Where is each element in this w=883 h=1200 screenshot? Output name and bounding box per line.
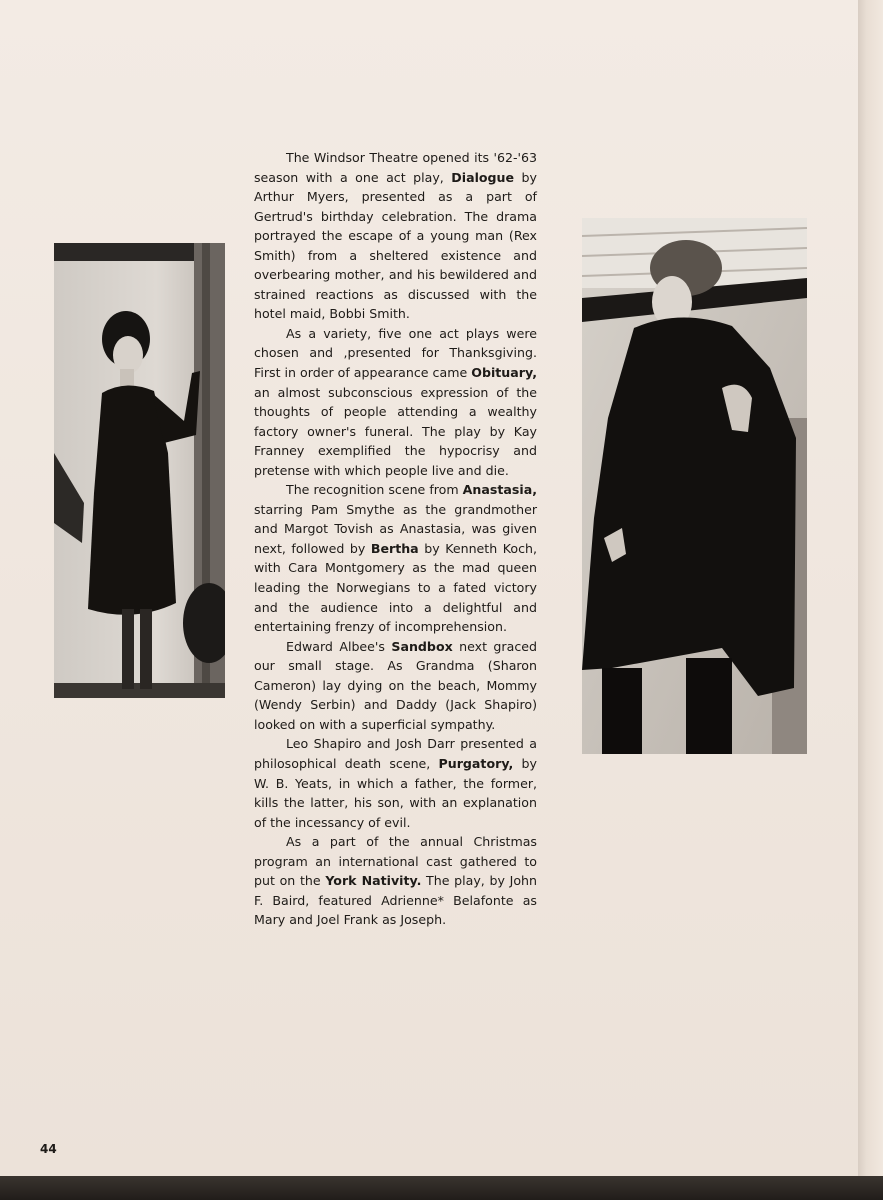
article-body: [254, 148, 537, 930]
photo-young-man-in-cape-icon: [582, 218, 807, 754]
page-number: 44: [40, 1142, 57, 1156]
paragraph-anastasia: The recognition scene from Anastasia, starring Pam Smythe as the grandmother and Margot Tovish as Anastasia, was given next, followed by Bertha by Kenneth Koch, with Cara Montgomery as the mad queen leading the Norwegians to a fated victory and the audience into a delightful and entertaining frenzy of incomprehension.: [254, 482, 537, 635]
paragraph-purgatory: Leo Shapiro and Josh Darr presented a philosophical death scene, Purgatory, by W. B. Yeats, in which a father, the former, kills the latter, his son, with an explanation of the incessancy of evil.: [254, 736, 537, 830]
page-edge: [858, 0, 883, 1176]
play-title: Obituary,: [471, 365, 537, 381]
play-title: Purgatory,: [438, 755, 514, 771]
play-title: York Nativity.: [325, 873, 422, 889]
binding-shadow: [0, 1176, 883, 1200]
paragraph-dialogue: The Windsor Theatre opened its '62-'63 season with a one act play, Dialogue by Arthur Myers, presented as a part of Gertrud's birthday celebration. The drama portrayed the escape of a young man (Rex Smith) from a sheltered existence and overbearing mother, and his bewildered and strained reactions as discussed with the hotel maid, Bobbi Smith.: [254, 150, 537, 322]
play-title: Bertha: [370, 540, 419, 556]
paragraph-sandbox: Edward Albee's Sandbox next graced our small stage. As Grandma (Sharon Cameron) lay dying on the beach, Mommy (Wendy Serbin) and Daddy (Jack Shapiro) looked on with a superficial sympathy.: [254, 638, 537, 732]
paragraph-thanksgiving: As a variety, five one act plays were chosen and ,presented for Thanksgiving. First in order of appearance came Obituary, an almost subconscious expression of the thoughts of people attending a wealthy factory owner's funeral. The play by Kay Franney exemplified the hypocrisy and pretense with which people live and die.: [254, 325, 537, 478]
play-title: Sandbox: [391, 638, 453, 654]
paragraph-nativity: As a part of the annual Christmas program an international cast gathered to put on the York Nativity. The play, by John F. Baird, featured Adrienne* Belafonte as Mary and Joel Frank as Joseph.: [254, 834, 538, 928]
play-title: Anastasia,: [462, 482, 537, 498]
play-title: Dialogue: [451, 169, 515, 185]
photo-woman-in-dark-dress-icon: [54, 243, 225, 698]
